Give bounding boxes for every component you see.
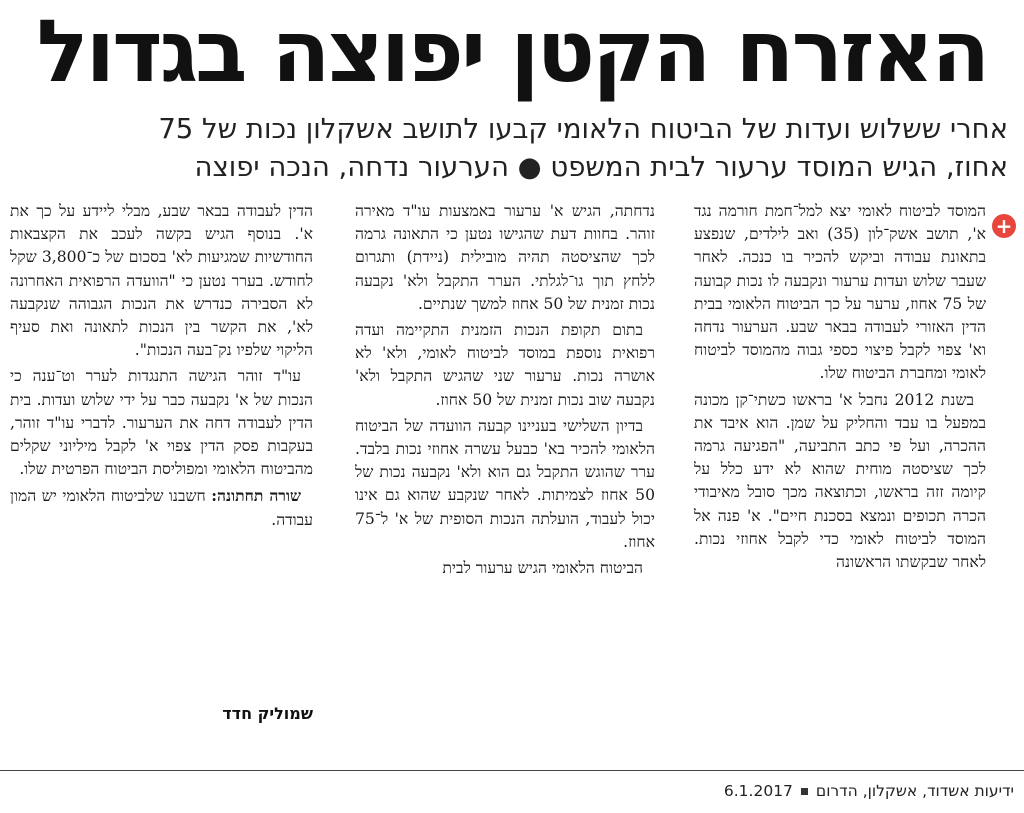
- bottom-line: [10, 484, 313, 531]
- byline: שמוליק חדד: [222, 704, 313, 723]
- footer-publication: ידיעות אשדוד, אשקלון, הדרום: [815, 782, 1014, 800]
- article-column-1: [694, 200, 986, 702]
- square-bullet-icon: [801, 788, 808, 795]
- bottom-line-text: חשבנו שלביטוח הלאומי יש המון עבודה.: [10, 487, 313, 529]
- footer-date: 6.1.2017: [723, 782, 793, 800]
- article-column-3: [10, 200, 313, 702]
- paragraph: בדיון השלישי בעניינו קבעה הוועדה של הביטוח הלאומי להכיר בא' כבעל עשרה אחוזי נכות בלבד. ערר שהוגש התקבל גם הוא ולא' נקבעה נכות של 50 אחוז לצמיתות. לאחר שנקבע שהוא גם אינו יכול לעבוד, הועלתה הנכות הסופית של א' ל־75 אחוז.: [355, 416, 655, 551]
- paragraph: עו"ד זוהר הגישה התנגדות לערר וט־ענה כי הנכות של א' נקבעה כבר על ידי שלוש ועדות. בית הדין לעבודה דחה את הערעור. לדברי עו"ד זוהר, בעקבות פסק הדין צפוי א' לקבל מיליוני שקלים מהביטוח הלאומי ומפוליסת הביטוח הפרטית שלו.: [10, 367, 313, 479]
- bottom-line-label: שורה תחתונה:: [211, 486, 301, 506]
- paragraph: נדחתה, הגיש א' ערעור באמצעות עו"ד מאירה זוהר. בחוות דעת שהגישו נטען כי התאונה גרמה לכך שהציסטה תהיה מובילית (ניידת) ותגרום ללחץ תוך גו־לגלתי. הערר התקבל ולא' נקבעה נכות זמנית של 50 אחוז למשך שנתיים.: [355, 202, 655, 313]
- article-column-2: [355, 200, 655, 702]
- footer-divider: [0, 770, 1024, 771]
- paragraph: הדין לעבודה בבאר שבע, מבלי ליידע על כך את א'. בנוסף הגיש בקשה לעכב את הקצבאות החודשיות שמגיעות לא' בסכום של כ־3,800 שקל לחודש. בערר נטען כי "הוועדה הרפואית האחרונה לא הסבירה כנדרש את הנכות הגבוהה שנקבעה לא', את הקשר בין הנכות לתאונה ואת סעיף הליקוי שלפיו נק־בעה הנכות".: [10, 202, 313, 360]
- headline: האזרח הקטן יפוצה בגדול: [36, 2, 988, 102]
- subheadline: [16, 110, 1008, 186]
- plus-icon: +: [992, 214, 1016, 238]
- paragraph: בשנת 2012 נחבל א' בראשו כשתי־קן מכונה במפעל בו עבד והחליק על שמן. הוא איבד את ההכרה, ועל פי כתב התביעה, "הפגיעה גרמה לכך שציסטה מוחית שהוא לא ידע כלל על קיומה זזה בראשו, וכתוצאה מכך סובל מאיבודי הכרה תכופים ונמצא בסכנת חיים". א' פנה אל המוסד לביטוח לאומי כדי לקבל אחוזי נכות. לאחר שבקשתו הראשונה: [694, 390, 986, 572]
- footer: [300, 782, 1014, 800]
- paragraph: המוסד לביטוח לאומי יצא למל־חמת חורמה נגד א', תושב אשק־לון (35) ואב לילדים, שנפצע בתאונת עבודה וביקש להכיר בו כנכה. לאחר שעבר שלוש ועדות ערעור ונקבעה לו נכות קבועה של 75 אחוז, ערער על כך הביטוח הלאומי בבית הדין האזורי לעבודה בבאר שבע. הערעור נדחה וא' צפוי לקבל פיצוי כספי גבוה מהמוסד לביטוח לאומי ומחברת הביטוח שלו.: [694, 202, 986, 383]
- paragraph: בתום תקופת הנכות הזמנית התקיימה ועדה רפואית נוספת במוסד לביטוח לאומי, ולא' לא אושרה נכות. ערעור שני שהגיש התקבל ולא' נקבעה שוב נכות זמנית של 50 אחוז.: [355, 321, 655, 409]
- subhead-line-1: אחרי ששלוש ועדות של הביטוח הלאומי קבעו לתושב אשקלון נכות של 75: [158, 113, 1008, 145]
- paragraph: הביטוח הלאומי הגיש ערעור לבית: [442, 559, 643, 578]
- subhead-line-2: אחוז, הגיש המוסד ערעור לבית המשפט ● הערעור נדחה, הנכה יפוצה: [194, 151, 1008, 183]
